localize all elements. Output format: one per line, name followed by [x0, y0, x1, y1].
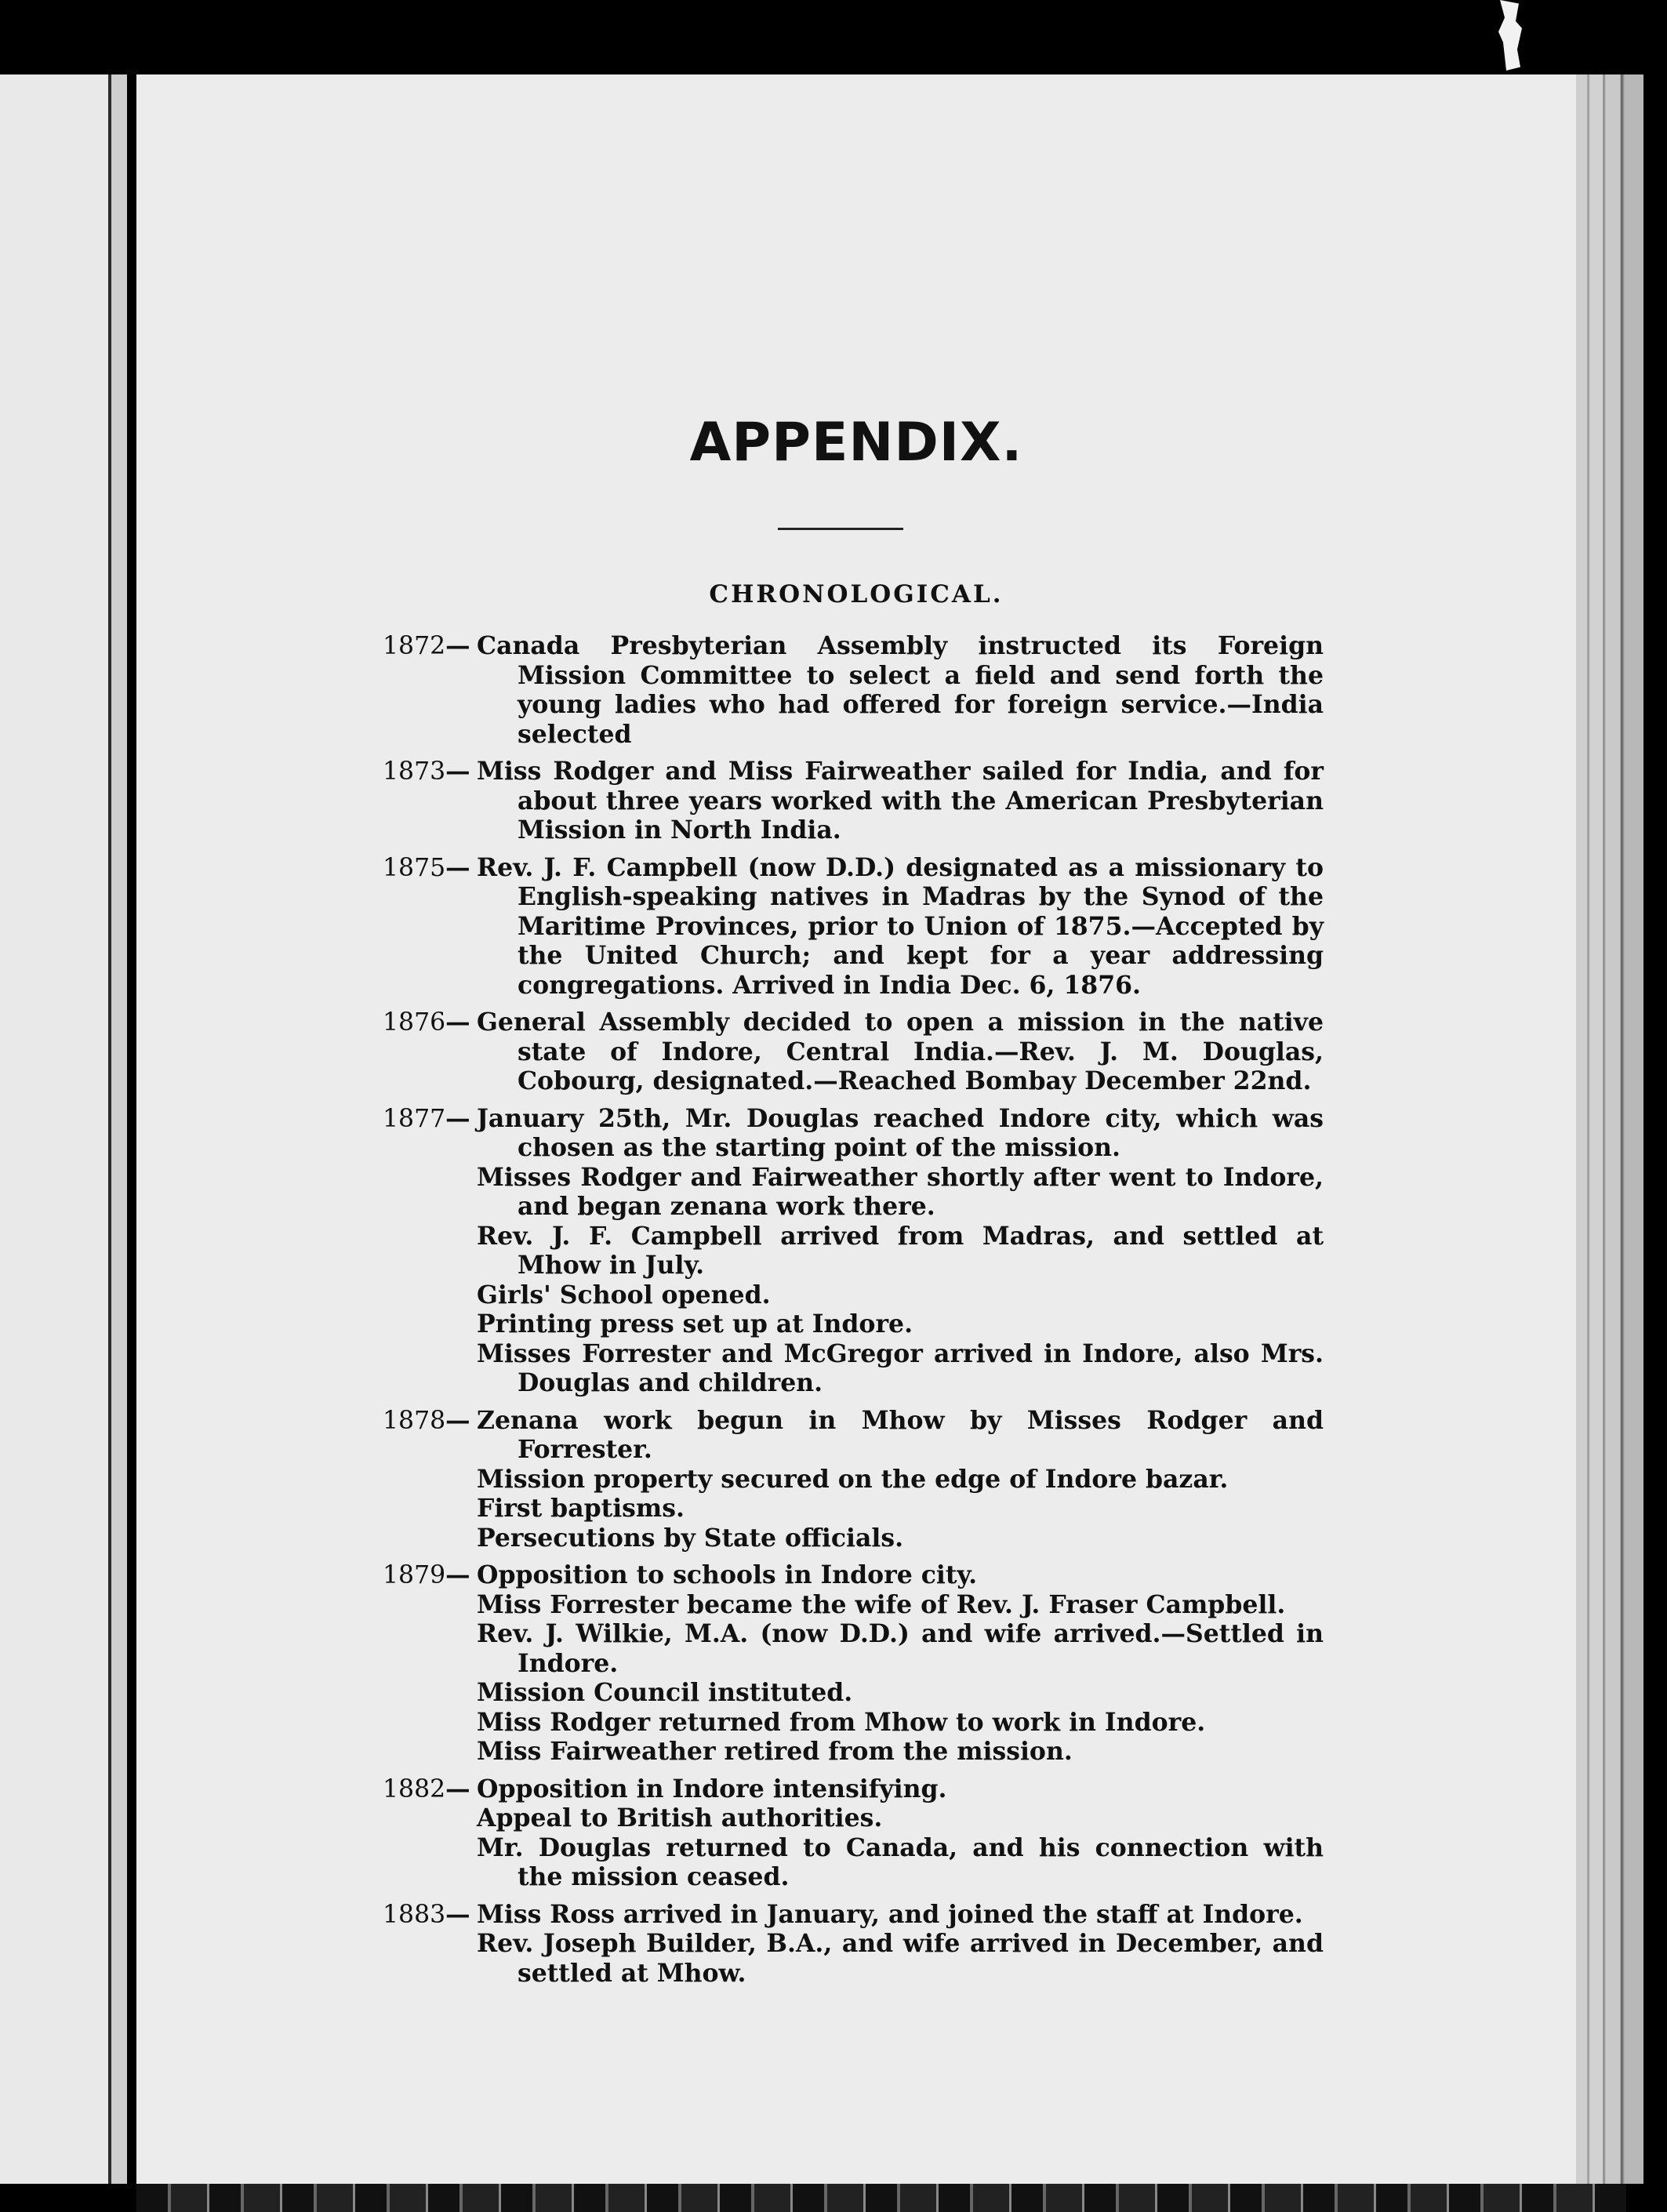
entry-text: General Assembly decided to open a mission in the native state of Indore, Central India.—Rev. J. M. Douglas, Cobourg, designated.—Reached Bombay December 22nd.	[477, 1008, 1324, 1095]
chronology-list	[383, 623, 1324, 1988]
entry-year-label: 1877	[383, 1104, 446, 1133]
chronology-entry	[383, 757, 1324, 845]
bottom-page-edge	[136, 2184, 1626, 2212]
entry-body	[477, 1900, 1324, 1989]
corner-clip-mark	[1494, 0, 1525, 71]
entry-subitem: Misses Rodger and Fairweather shortly after went to Indore, and began zenana work there.	[477, 1162, 1324, 1221]
chronology-entry	[383, 631, 1324, 749]
entry-text: Zenana work begun in Mhow by Misses Rodger and Forrester.	[477, 1405, 1324, 1464]
entry-subitem: Miss Fairweather retired from the mission.	[477, 1737, 1073, 1766]
entry-body	[477, 757, 1324, 845]
entry-subitem: Miss Forrester became the wife of Rev. J. Fraser Campbell.	[477, 1589, 1286, 1619]
entry-body	[477, 1008, 1324, 1096]
chronology-entry	[383, 1774, 1324, 1892]
facing-page-edge	[0, 74, 111, 2184]
entry-year-label: 1878	[383, 1406, 446, 1435]
entry-body	[477, 631, 1324, 749]
entry-text: Rev. J. F. Campbell (now D.D.) designated as a missionary to English-speaking natives in Madras by the Synod of the Maritime Provinces, prior to Union of 1875.—Accepted by the United Church; and kept for a year addressing congregations. Arrived in India Dec. 6, 1876.	[477, 852, 1324, 1000]
entry-year: 1878—	[383, 1405, 470, 1435]
entry-year: 1876—	[383, 1008, 470, 1037]
entry-text: Miss Rodger and Miss Fairweather sailed for India, and for about three years worked with the American Presbyterian Mission in North India.	[477, 757, 1324, 844]
entry-body	[477, 853, 1324, 1001]
entry-body	[477, 1560, 1324, 1767]
chronology-entry	[383, 853, 1324, 1001]
entry-subitem: Mission Council instituted.	[477, 1678, 853, 1707]
chronology-entry	[383, 1900, 1324, 1989]
entry-subitem: First baptisms.	[477, 1494, 685, 1523]
entry-text: Opposition in Indore intensifying.	[477, 1774, 947, 1803]
entry-text: Opposition to schools in Indore city.	[477, 1560, 978, 1589]
entry-year-label: 1873	[383, 757, 446, 786]
entry-subitem: Printing press set up at Indore.	[477, 1309, 913, 1338]
entry-subitem: Girls' School opened.	[477, 1280, 771, 1309]
entry-year-label: 1879	[383, 1561, 446, 1589]
entry-year-label: 1883	[383, 1900, 446, 1929]
entry-subitem: Mr. Douglas returned to Canada, and his connection with the mission ceased.	[477, 1832, 1324, 1891]
entry-subitem: Mission property secured on the edge of Indore bazar.	[477, 1464, 1229, 1494]
entry-subitem: Rev. Joseph Builder, B.A., and wife arrived in December, and settled at Mhow.	[477, 1929, 1324, 1988]
entry-subitem: Appeal to British authorities.	[477, 1803, 883, 1832]
entry-body	[477, 1774, 1324, 1892]
entry-subitem: Rev. J. F. Campbell arrived from Madras, and settled at Mhow in July.	[477, 1221, 1324, 1280]
entry-year: 1873—	[383, 757, 470, 786]
entry-body	[477, 1104, 1324, 1398]
entry-year: 1875—	[383, 852, 470, 882]
page-title: APPENDIX.	[689, 412, 1023, 474]
entry-subitem: Miss Rodger returned from Mhow to work in Indore.	[477, 1707, 1206, 1737]
entry-text: January 25th, Mr. Douglas reached Indore city, which was chosen as the starting point of the mission.	[477, 1103, 1324, 1162]
entry-year-label: 1875	[383, 853, 446, 882]
chronology-entry	[383, 1560, 1324, 1767]
entry-text: Canada Presbyterian Assembly instructed its Foreign Mission Committee to select a field and send forth the young ladies who had offered for foreign service.—India selected	[477, 631, 1324, 749]
entry-subitem: Misses Forrester and McGregor arrived in Indore, also Mrs. Douglas and children.	[477, 1338, 1324, 1397]
entry-year: 1883—	[383, 1899, 470, 1929]
gutter-shadow	[111, 74, 127, 2184]
entry-year-label: 1882	[383, 1774, 446, 1803]
entry-year-label: 1876	[383, 1008, 446, 1037]
entry-year: 1877—	[383, 1103, 470, 1133]
entry-subitem: Persecutions by State officials.	[477, 1523, 904, 1553]
entry-year: 1879—	[383, 1560, 470, 1589]
section-subtitle: CHRONOLOGICAL.	[709, 580, 1004, 608]
entry-year-label: 1872	[383, 632, 446, 660]
entry-text: Miss Ross arrived in January, and joined the staff at Indore.	[477, 1899, 1303, 1929]
title-rule-divider	[778, 528, 903, 530]
entry-year: 1882—	[383, 1774, 470, 1803]
chronology-entry	[383, 1008, 1324, 1096]
chronology-entry	[383, 1104, 1324, 1398]
chronology-entry	[383, 1406, 1324, 1553]
entry-year: 1872—	[383, 631, 470, 660]
entry-body	[477, 1406, 1324, 1553]
entry-subitem: Rev. J. Wilkie, M.A. (now D.D.) and wife arrived.—Settled in Indore.	[477, 1619, 1324, 1678]
page-stack-edge	[1576, 74, 1643, 2184]
